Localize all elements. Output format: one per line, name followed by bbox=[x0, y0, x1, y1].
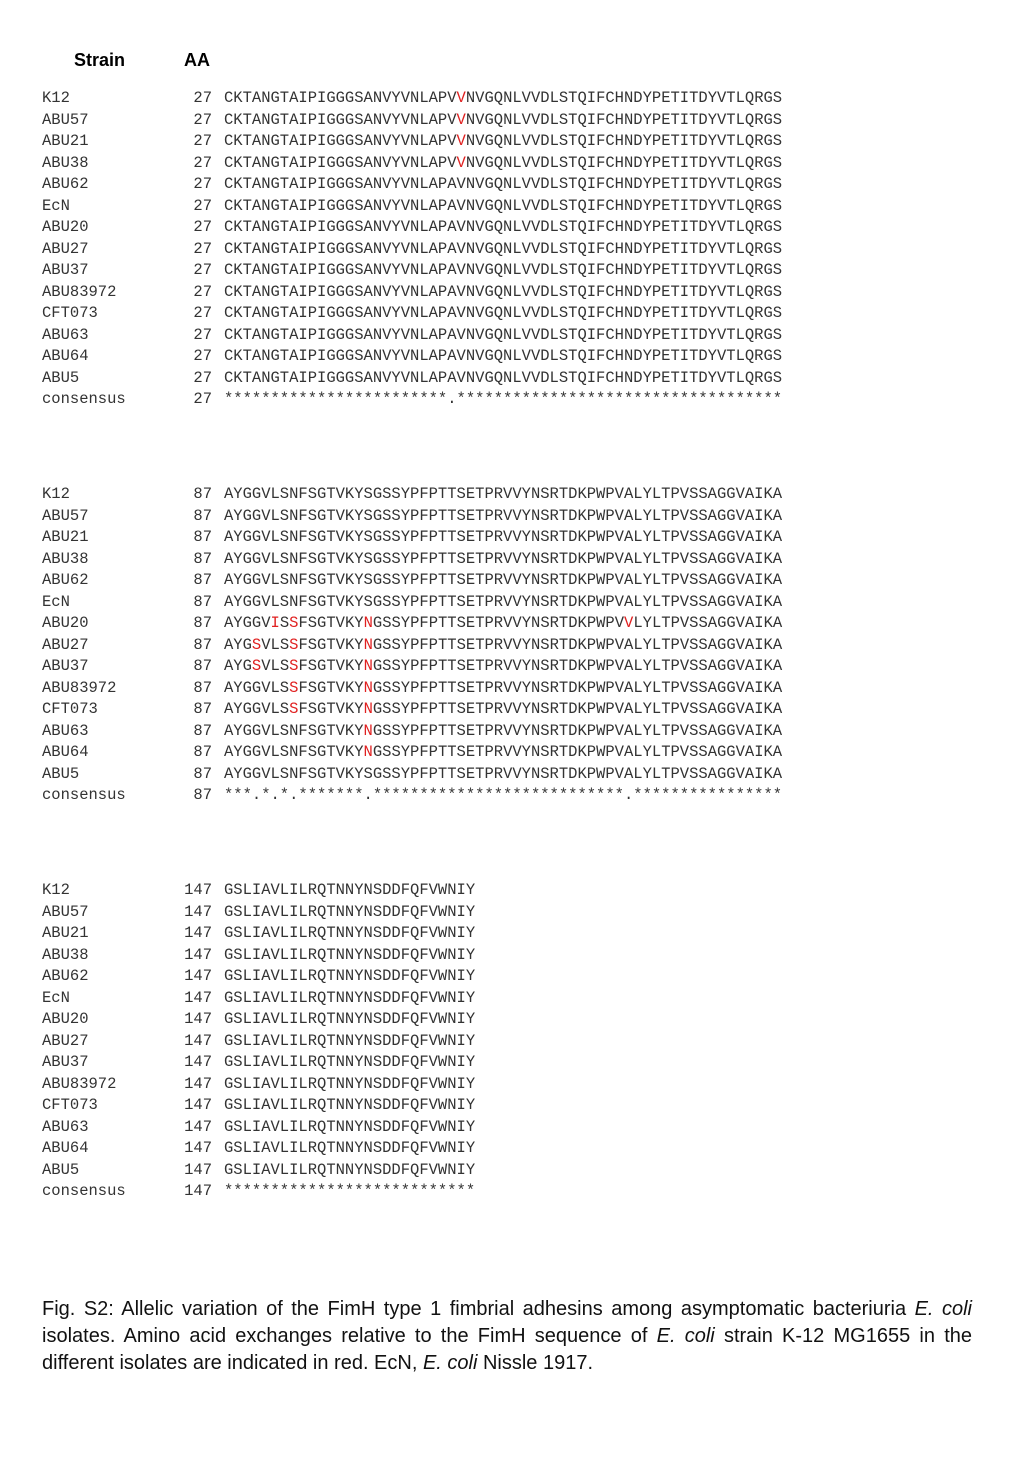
residue-position: 147 bbox=[184, 1074, 212, 1093]
residue-position: 27 bbox=[193, 196, 212, 215]
amino-acid-substitution: S bbox=[289, 700, 299, 718]
strain-name: EcN bbox=[42, 988, 70, 1007]
amino-acid-sequence: GSLIAVLILRQTNNYNSDDFQFVWNIY bbox=[224, 1139, 476, 1157]
figure-caption bbox=[42, 1296, 972, 1377]
aa-column-header: AA bbox=[184, 50, 210, 70]
strain-name: ABU63 bbox=[42, 721, 89, 740]
residue-position: 27 bbox=[193, 347, 212, 365]
residue-position: 87 bbox=[193, 721, 212, 740]
alignment-row bbox=[42, 1160, 475, 1182]
residue-position: 27 bbox=[193, 325, 212, 344]
amino-acid-substitution: S bbox=[289, 614, 299, 632]
residue-position: 87 bbox=[193, 635, 212, 654]
alignment-row bbox=[42, 506, 782, 528]
alignment-row bbox=[42, 742, 782, 764]
residue-position: 87 bbox=[193, 678, 212, 697]
amino-acid-substitution: N bbox=[363, 721, 373, 740]
strain-column-header: Strain bbox=[74, 50, 126, 70]
caption-species-3: E. coli bbox=[422, 1352, 478, 1374]
amino-acid-substitution: N bbox=[363, 635, 373, 654]
alignment-row bbox=[42, 1052, 475, 1074]
amino-acid-sequence: AYGGVLSNFSGTVKYSGSSYPFPTTSETPRVVYNSRTDKPWPVALYLTPVSSAGGVAIKA bbox=[224, 485, 783, 503]
residue-position: 27 bbox=[193, 368, 212, 387]
strain-name: ABU38 bbox=[42, 549, 89, 568]
amino-acid-substitution: S bbox=[289, 657, 299, 675]
alignment-row bbox=[42, 880, 475, 902]
alignment-row bbox=[42, 368, 782, 390]
amino-acid-sequence: GSLIAVLILRQTNNYNSDDFQFVWNIY bbox=[224, 1117, 476, 1136]
strain-name: ABU62 bbox=[42, 571, 89, 589]
residue-position: 87 bbox=[193, 657, 212, 675]
strain-name: CFT073 bbox=[42, 1096, 98, 1114]
strain-name: CFT073 bbox=[42, 304, 98, 322]
alignment-row bbox=[42, 1138, 475, 1160]
residue-position: 147 bbox=[184, 1182, 212, 1200]
alignment-row bbox=[42, 88, 782, 110]
alignment-block-3 bbox=[42, 880, 475, 1203]
amino-acid-substitution: S bbox=[289, 678, 299, 697]
amino-acid-substitution: N bbox=[363, 614, 373, 632]
residue-position: 27 bbox=[193, 132, 212, 150]
amino-acid-substitution: V bbox=[456, 110, 466, 129]
residue-position: 27 bbox=[193, 110, 212, 129]
amino-acid-sequence: CKTANGTAIPIGGGSANVYVNLAPAVNVGQNLVVDLSTQIFCHNDYPETITDYVTLQRGS bbox=[224, 304, 783, 322]
alignment-row bbox=[42, 131, 782, 153]
residue-position: 147 bbox=[184, 1031, 212, 1050]
strain-name: ABU38 bbox=[42, 153, 89, 172]
alignment-row bbox=[42, 260, 782, 282]
amino-acid-sequence: CKTANGTAIPIGGGSANVYVNLAPAVNVGQNLVVDLSTQIFCHNDYPETITDYVTLQRGS bbox=[224, 282, 783, 301]
alignment-row bbox=[42, 303, 782, 325]
alignment-row bbox=[42, 721, 782, 743]
residue-position: 147 bbox=[184, 967, 212, 985]
residue-position: 147 bbox=[184, 902, 212, 921]
amino-acid-sequence: GSLIAVLILRQTNNYNSDDFQFVWNIY bbox=[224, 1160, 476, 1179]
alignment-row bbox=[42, 1074, 475, 1096]
alignment-block-1 bbox=[42, 88, 782, 411]
alignment-row bbox=[42, 174, 782, 196]
amino-acid-sequence: GSLIAVLILRQTNNYNSDDFQFVWNIY bbox=[224, 1096, 476, 1114]
strain-name: ABU62 bbox=[42, 967, 89, 985]
consensus-row bbox=[42, 1181, 475, 1203]
residue-position: 27 bbox=[193, 282, 212, 301]
residue-position: 147 bbox=[184, 924, 212, 942]
residue-position: 27 bbox=[193, 175, 212, 193]
strain-name: ABU83972 bbox=[42, 282, 117, 301]
alignment-row bbox=[42, 988, 475, 1010]
amino-acid-sequence: GSLIAVLILRQTNNYNSDDFQFVWNIY bbox=[224, 1053, 476, 1071]
alignment-row bbox=[42, 902, 475, 924]
caption-species-1: E. coli bbox=[914, 1298, 972, 1320]
amino-acid-sequence: AYGGVLSSFSGTVKYNGSSYPFPTTSETPRVVYNSRTDKPWPVALYLTPVSSAGGVAIKA bbox=[224, 678, 783, 697]
alignment-row bbox=[42, 678, 782, 700]
strain-name: ABU20 bbox=[42, 614, 89, 632]
amino-acid-substitution: V bbox=[456, 132, 466, 150]
strain-name: ABU64 bbox=[42, 1139, 89, 1157]
strain-name: ABU83972 bbox=[42, 678, 117, 697]
residue-position: 27 bbox=[193, 153, 212, 172]
alignment-row bbox=[42, 217, 782, 239]
amino-acid-sequence: CKTANGTAIPIGGGSANVYVNLAPAVNVGQNLVVDLSTQIFCHNDYPETITDYVTLQRGS bbox=[224, 368, 783, 387]
alignment-row bbox=[42, 239, 782, 261]
alignment-row bbox=[42, 635, 782, 657]
residue-position: 147 bbox=[184, 881, 212, 899]
strain-name: ABU27 bbox=[42, 1031, 89, 1050]
strain-name: ABU20 bbox=[42, 1010, 89, 1028]
alignment-row bbox=[42, 764, 782, 786]
residue-position: 27 bbox=[193, 304, 212, 322]
alignment-row bbox=[42, 1031, 475, 1053]
amino-acid-sequence: *************************** bbox=[224, 1182, 476, 1200]
strain-name: ABU83972 bbox=[42, 1074, 117, 1093]
amino-acid-sequence: AYGGVLSNFSGTVKYNGSSYPFPTTSETPRVVYNSRTDKPWPVALYLTPVSSAGGVAIKA bbox=[224, 743, 783, 761]
alignment-row bbox=[42, 570, 782, 592]
residue-position: 87 bbox=[193, 571, 212, 589]
caption-part-2: isolates. Amino acid exchanges relative to the FimH sequence of bbox=[42, 1325, 657, 1347]
amino-acid-sequence: CKTANGTAIPIGGGSANVYVNLAPAVNVGQNLVVDLSTQIFCHNDYPETITDYVTLQRGS bbox=[224, 175, 783, 193]
amino-acid-sequence: CKTANGTAIPIGGGSANVYVNLAPAVNVGQNLVVDLSTQIFCHNDYPETITDYVTLQRGS bbox=[224, 218, 783, 236]
alignment-row bbox=[42, 613, 782, 635]
amino-acid-sequence: AYGGVLSNFSGTVKYSGSSYPFPTTSETPRVVYNSRTDKPWPVALYLTPVSSAGGVAIKA bbox=[224, 571, 783, 589]
amino-acid-sequence: CKTANGTAIPIGGGSANVYVNLAPAVNVGQNLVVDLSTQIFCHNDYPETITDYVTLQRGS bbox=[224, 239, 783, 258]
amino-acid-sequence: GSLIAVLILRQTNNYNSDDFQFVWNIY bbox=[224, 881, 476, 899]
amino-acid-sequence: GSLIAVLILRQTNNYNSDDFQFVWNIY bbox=[224, 988, 476, 1007]
residue-position: 87 bbox=[193, 700, 212, 718]
strain-name: CFT073 bbox=[42, 700, 98, 718]
amino-acid-substitution: N bbox=[363, 743, 373, 761]
amino-acid-sequence: CKTANGTAIPIGGGSANVYVNLAPVVNVGQNLVVDLSTQIFCHNDYPETITDYVTLQRGS bbox=[224, 110, 783, 129]
alignment-row bbox=[42, 966, 475, 988]
caption-part-1: Fig. S2: Allelic variation of the FimH type 1 fimbrial adhesins among asymptomatic bacteriuria bbox=[42, 1298, 915, 1320]
strain-name: ABU37 bbox=[42, 657, 89, 675]
amino-acid-sequence: CKTANGTAIPIGGGSANVYVNLAPVVNVGQNLVVDLSTQIFCHNDYPETITDYVTLQRGS bbox=[224, 132, 783, 150]
residue-position: 147 bbox=[184, 1053, 212, 1071]
strain-name: ABU5 bbox=[42, 764, 80, 783]
alignment-row bbox=[42, 196, 782, 218]
alignment-row bbox=[42, 1095, 475, 1117]
amino-acid-sequence: AYGGVLSNFSGTVKYSGSSYPFPTTSETPRVVYNSRTDKPWPVALYLTPVSSAGGVAIKA bbox=[224, 549, 783, 568]
residue-position: 87 bbox=[193, 764, 212, 783]
strain-name: ABU63 bbox=[42, 1117, 89, 1136]
strain-name: ABU20 bbox=[42, 218, 89, 236]
residue-position: 147 bbox=[184, 1010, 212, 1028]
amino-acid-sequence: AYGSVLSSFSGTVKYNGSSYPFPTTSETPRVVYNSRTDKPWPVALYLTPVSSAGGVAIKA bbox=[224, 635, 783, 654]
alignment-row bbox=[42, 699, 782, 721]
alignment-row bbox=[42, 592, 782, 614]
alignment-row bbox=[42, 549, 782, 571]
residue-position: 87 bbox=[193, 592, 212, 611]
alignment-row bbox=[42, 945, 475, 967]
residue-position: 147 bbox=[184, 1096, 212, 1114]
amino-acid-sequence: AYGGVLSNFSGTVKYSGSSYPFPTTSETPRVVYNSRTDKPWPVALYLTPVSSAGGVAIKA bbox=[224, 592, 783, 611]
caption-part-3: strain K-12 MG1655 in the different isolates are indicated in red. EcN, bbox=[42, 1325, 973, 1374]
residue-position: 27 bbox=[193, 239, 212, 258]
amino-acid-sequence: AYGGVISSFSGTVKYNGSSYPFPTTSETPRVVYNSRTDKPWPVVLYLTPVSSAGGVAIKA bbox=[224, 614, 783, 632]
caption-part-4: Nissle 1917. bbox=[477, 1352, 594, 1374]
amino-acid-sequence: GSLIAVLILRQTNNYNSDDFQFVWNIY bbox=[224, 967, 476, 985]
residue-position: 87 bbox=[193, 506, 212, 525]
alignment-row bbox=[42, 1009, 475, 1031]
amino-acid-substitution: V bbox=[456, 153, 466, 172]
residue-position: 27 bbox=[193, 218, 212, 236]
amino-acid-sequence: AYGSVLSSFSGTVKYNGSSYPFPTTSETPRVVYNSRTDKPWPVALYLTPVSSAGGVAIKA bbox=[224, 657, 783, 675]
strain-name: ABU27 bbox=[42, 239, 89, 258]
residue-position: 147 bbox=[184, 1139, 212, 1157]
alignment-row bbox=[42, 110, 782, 132]
alignment-block-2 bbox=[42, 484, 782, 807]
alignment-row bbox=[42, 923, 475, 945]
strain-name: ABU37 bbox=[42, 1053, 89, 1071]
amino-acid-sequence: AYGGVLSNFSGTVKYSGSSYPFPTTSETPRVVYNSRTDKPWPVALYLTPVSSAGGVAIKA bbox=[224, 764, 783, 783]
amino-acid-sequence: GSLIAVLILRQTNNYNSDDFQFVWNIY bbox=[224, 1031, 476, 1050]
amino-acid-substitution: S bbox=[251, 635, 262, 654]
residue-position: 147 bbox=[184, 1117, 212, 1136]
residue-position: 147 bbox=[184, 945, 212, 964]
amino-acid-sequence: ***.*.*.*******.***************************.**************** bbox=[224, 786, 783, 804]
residue-position: 147 bbox=[184, 988, 212, 1007]
strain-name: consensus bbox=[42, 1182, 126, 1200]
amino-acid-sequence: AYGGVLSNFSGTVKYSGSSYPFPTTSETPRVVYNSRTDKPWPVALYLTPVSSAGGVAIKA bbox=[224, 528, 783, 546]
strain-name: ABU57 bbox=[42, 110, 89, 129]
residue-position: 27 bbox=[193, 390, 212, 408]
amino-acid-sequence: GSLIAVLILRQTNNYNSDDFQFVWNIY bbox=[224, 1074, 476, 1093]
strain-name: K12 bbox=[42, 485, 70, 503]
residue-position: 27 bbox=[193, 261, 212, 279]
strain-name: ABU57 bbox=[42, 506, 89, 525]
alignment-row bbox=[42, 1117, 475, 1139]
strain-name: K12 bbox=[42, 89, 70, 107]
amino-acid-sequence: CKTANGTAIPIGGGSANVYVNLAPAVNVGQNLVVDLSTQIFCHNDYPETITDYVTLQRGS bbox=[224, 261, 783, 279]
residue-position: 147 bbox=[184, 1160, 212, 1179]
residue-position: 87 bbox=[193, 528, 212, 546]
alignment-row bbox=[42, 527, 782, 549]
strain-name: EcN bbox=[42, 196, 70, 215]
amino-acid-sequence: ************************.*********************************** bbox=[224, 390, 783, 408]
strain-name: consensus bbox=[42, 390, 126, 408]
caption-species-2: E. coli bbox=[656, 1325, 715, 1347]
amino-acid-sequence: CKTANGTAIPIGGGSANVYVNLAPVVNVGQNLVVDLSTQIFCHNDYPETITDYVTLQRGS bbox=[224, 89, 783, 107]
residue-position: 27 bbox=[193, 89, 212, 107]
amino-acid-sequence: GSLIAVLILRQTNNYNSDDFQFVWNIY bbox=[224, 1010, 476, 1028]
amino-acid-substitution: N bbox=[363, 657, 373, 675]
residue-position: 87 bbox=[193, 786, 212, 804]
amino-acid-sequence: AYGGVLSNFSGTVKYNGSSYPFPTTSETPRVVYNSRTDKPWPVALYLTPVSSAGGVAIKA bbox=[224, 721, 783, 740]
amino-acid-sequence: CKTANGTAIPIGGGSANVYVNLAPAVNVGQNLVVDLSTQIFCHNDYPETITDYVTLQRGS bbox=[224, 325, 783, 344]
amino-acid-sequence: CKTANGTAIPIGGGSANVYVNLAPAVNVGQNLVVDLSTQIFCHNDYPETITDYVTLQRGS bbox=[224, 196, 783, 215]
strain-name: ABU64 bbox=[42, 743, 89, 761]
amino-acid-sequence: GSLIAVLILRQTNNYNSDDFQFVWNIY bbox=[224, 924, 476, 942]
amino-acid-substitution: V bbox=[456, 89, 466, 107]
consensus-row bbox=[42, 389, 782, 411]
strain-name: ABU37 bbox=[42, 261, 89, 279]
strain-name: ABU5 bbox=[42, 368, 80, 387]
strain-name: K12 bbox=[42, 881, 70, 899]
strain-name: ABU5 bbox=[42, 1160, 80, 1179]
amino-acid-substitution: I bbox=[270, 614, 280, 632]
strain-name: ABU64 bbox=[42, 347, 89, 365]
strain-name: EcN bbox=[42, 592, 70, 611]
amino-acid-sequence: AYGGVLSNFSGTVKYSGSSYPFPTTSETPRVVYNSRTDKPWPVALYLTPVSSAGGVAIKA bbox=[224, 506, 783, 525]
strain-name: ABU38 bbox=[42, 945, 89, 964]
alignment-row bbox=[42, 346, 782, 368]
amino-acid-sequence: AYGGVLSSFSGTVKYNGSSYPFPTTSETPRVVYNSRTDKPWPVALYLTPVSSAGGVAIKA bbox=[224, 700, 783, 718]
strain-name: consensus bbox=[42, 786, 126, 804]
strain-name: ABU21 bbox=[42, 924, 89, 942]
strain-name: ABU27 bbox=[42, 635, 89, 654]
strain-name: ABU21 bbox=[42, 528, 89, 546]
alignment-row bbox=[42, 153, 782, 175]
amino-acid-sequence: CKTANGTAIPIGGGSANVYVNLAPAVNVGQNLVVDLSTQIFCHNDYPETITDYVTLQRGS bbox=[224, 347, 783, 365]
alignment-row bbox=[42, 325, 782, 347]
strain-name: ABU57 bbox=[42, 902, 89, 921]
amino-acid-substitution: V bbox=[624, 614, 634, 632]
strain-name: ABU63 bbox=[42, 325, 89, 344]
alignment-row bbox=[42, 282, 782, 304]
amino-acid-sequence: GSLIAVLILRQTNNYNSDDFQFVWNIY bbox=[224, 902, 476, 921]
amino-acid-substitution: S bbox=[251, 657, 262, 675]
amino-acid-sequence: GSLIAVLILRQTNNYNSDDFQFVWNIY bbox=[224, 945, 476, 964]
strain-name: ABU21 bbox=[42, 132, 89, 150]
alignment-row bbox=[42, 656, 782, 678]
consensus-row bbox=[42, 785, 782, 807]
strain-name: ABU62 bbox=[42, 175, 89, 193]
alignment-row bbox=[42, 484, 782, 506]
residue-position: 87 bbox=[193, 743, 212, 761]
residue-position: 87 bbox=[193, 614, 212, 632]
amino-acid-substitution: N bbox=[363, 700, 373, 718]
amino-acid-substitution: S bbox=[289, 635, 299, 654]
amino-acid-substitution: N bbox=[363, 678, 373, 697]
amino-acid-sequence: CKTANGTAIPIGGGSANVYVNLAPVVNVGQNLVVDLSTQIFCHNDYPETITDYVTLQRGS bbox=[224, 153, 783, 172]
residue-position: 87 bbox=[193, 549, 212, 568]
residue-position: 87 bbox=[193, 485, 212, 503]
